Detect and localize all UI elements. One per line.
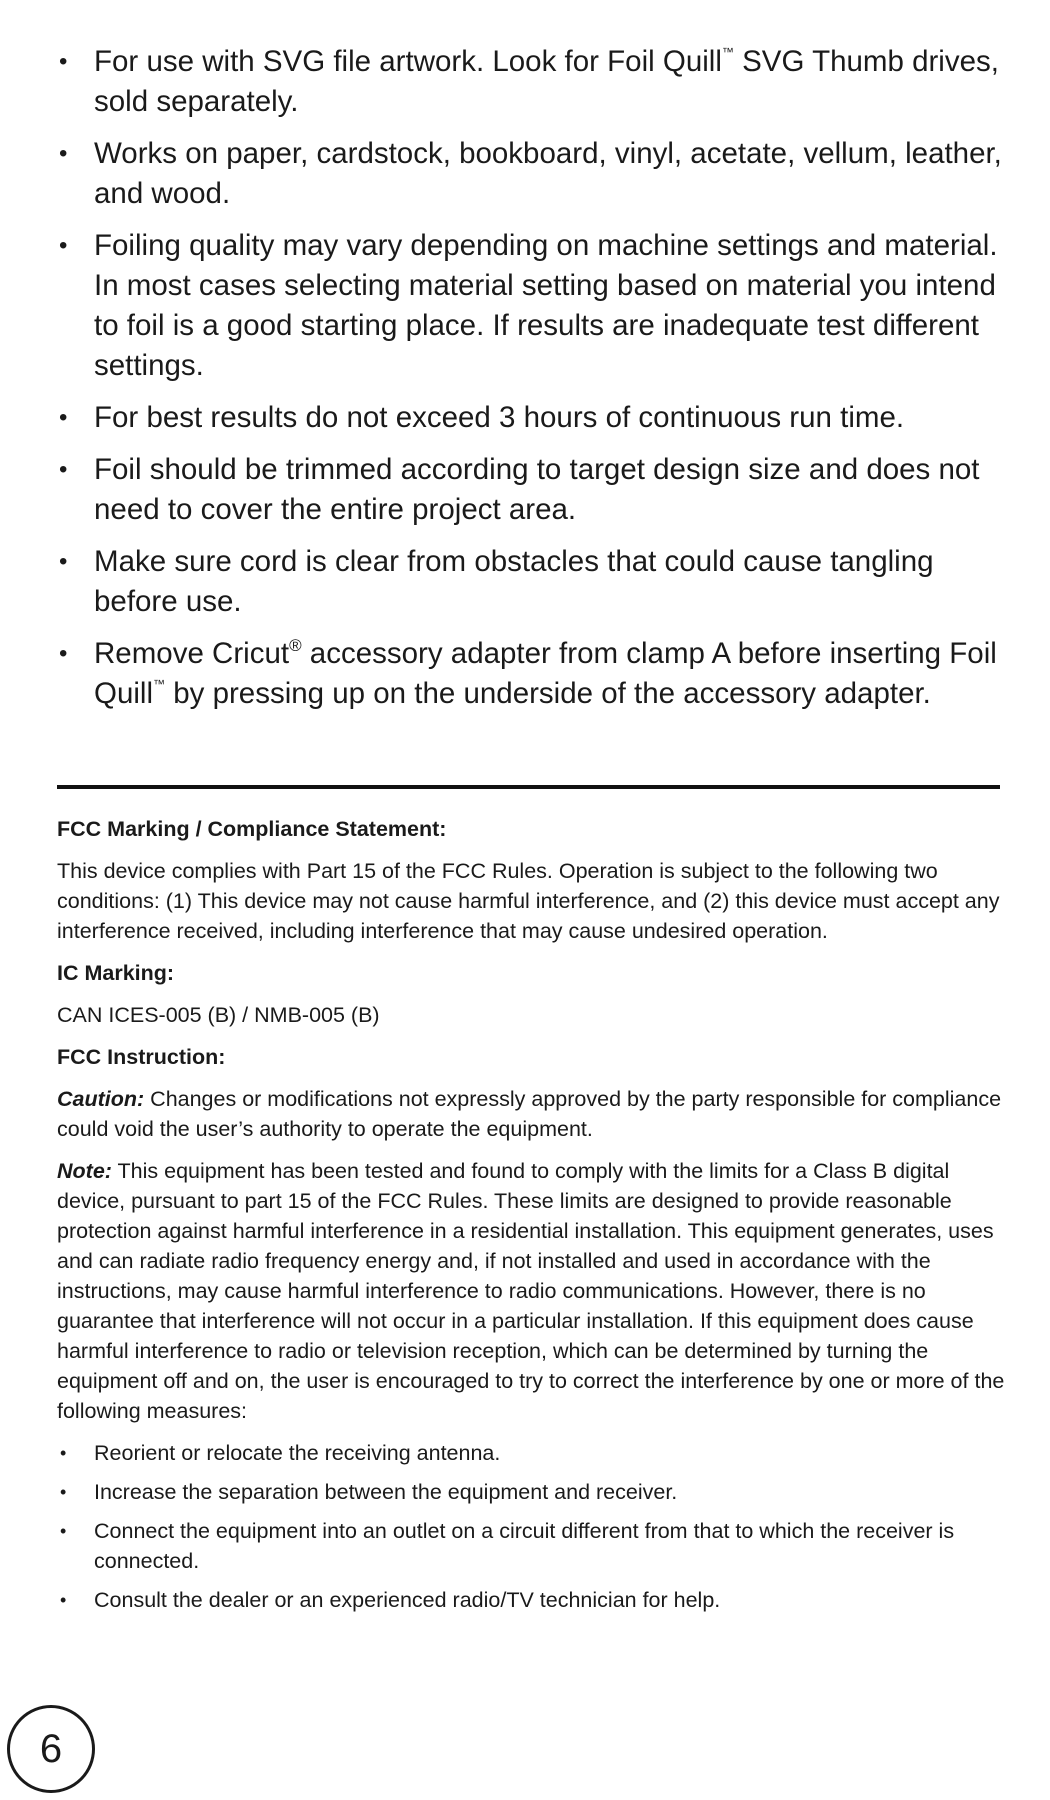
bullet-marker: •	[59, 640, 68, 667]
usage-note-text: Works on paper, cardstock, bookboard, vinyl, acetate, vellum, leather, and wood.	[94, 137, 1002, 210]
usage-note-text: Make sure cord is clear from obstacles that could cause tangling before use.	[94, 545, 934, 618]
measure-text: Increase the separation between the equipment and receiver.	[94, 1480, 678, 1504]
bullet-marker: •	[60, 1482, 67, 1502]
bullet-marker: •	[59, 140, 68, 167]
measure-item	[57, 1585, 1007, 1615]
bullet-marker: •	[60, 1590, 67, 1610]
usage-note-text: accessory adapter from clamp A before inserting Foil Quill	[94, 637, 997, 710]
usage-note-text: SVG Thumb drives, sold separately.	[94, 45, 999, 118]
usage-note-trim-foil	[57, 450, 1007, 530]
page-number: 6	[7, 1705, 95, 1793]
usage-note-text: For best results do not exceed 3 hours of continuous run time.	[94, 401, 905, 434]
trademark-mark: ™	[721, 45, 734, 59]
usage-note-text: Foil should be trimmed according to target design size and does not need to cover the entire project area.	[94, 453, 980, 526]
usage-note-materials	[57, 134, 1007, 214]
note-label: Note:	[57, 1159, 112, 1183]
usage-note-text: For use with SVG file artwork. Look for Foil Quill	[94, 45, 722, 78]
usage-notes-list	[57, 42, 1007, 726]
usage-note-adapter	[57, 634, 1007, 714]
bullet-marker: •	[59, 232, 68, 259]
measure-text: Reorient or relocate the receiving antenna.	[94, 1441, 501, 1465]
measure-item	[57, 1438, 1007, 1468]
caution-text: Changes or modifications not expressly approved by the party responsible for compliance could void the user’s authority to operate the equipment.	[57, 1087, 1002, 1141]
ic-marking-heading: IC Marking:	[57, 961, 175, 985]
bullet-marker: •	[59, 456, 68, 483]
fcc-marking-heading: FCC Marking / Compliance Statement:	[57, 817, 447, 841]
usage-note-text: Foiling quality may vary depending on machine settings and material. In most cases selecting material setting based on material you intend to foil is a good starting place. If results are inadequate test different settings.	[94, 229, 998, 382]
bullet-marker: •	[59, 404, 68, 431]
usage-note-text: by pressing up on the underside of the accessory adapter.	[165, 677, 931, 710]
usage-note-run-time	[57, 398, 1007, 438]
regulatory-section	[57, 814, 1007, 1624]
measure-text: Consult the dealer or an experienced radio/TV technician for help.	[94, 1588, 721, 1612]
note-text: This equipment has been tested and found to comply with the limits for a Class B digital device, pursuant to part 15 of the FCC Rules. These limits are designed to provide reasonable protection against harmful interference in a residential installation. This equipment generates, uses and can radiate radio frequency energy and, if not installed and used in accordance with the instructions, may cause harmful interference to radio communications. However, there is no guarantee that interference will not occur in a particular installation. If this equipment does cause harmful interference to radio or television reception, which can be determined by turning the equipment off and on, the user is encouraged to try to correct the interference by one or more of the following measures:	[57, 1159, 1005, 1423]
section-divider	[57, 785, 1000, 789]
bullet-marker: •	[60, 1521, 67, 1541]
measure-text: Connect the equipment into an outlet on a circuit different from that to which the receiver is connected.	[94, 1519, 955, 1573]
fcc-marking-body: This device complies with Part 15 of the FCC Rules. Operation is subject to the following two conditions: (1) This device may not cause harmful interference, and (2) this device must accept any interference received, including interference that may cause undesired operation.	[57, 859, 1000, 943]
measure-item	[57, 1477, 1007, 1507]
usage-note-svg	[57, 42, 1007, 122]
usage-note-cord	[57, 542, 1007, 622]
usage-note-text: Remove Cricut	[94, 637, 290, 670]
fcc-instruction-heading: FCC Instruction:	[57, 1045, 226, 1069]
bullet-marker: •	[60, 1443, 67, 1463]
caution-label: Caution:	[57, 1087, 145, 1111]
measure-item	[57, 1516, 1007, 1576]
interference-measures-list	[57, 1438, 1007, 1615]
bullet-marker: •	[59, 48, 68, 75]
registered-mark: ®	[289, 636, 302, 655]
ic-marking-body: CAN ICES-005 (B) / NMB-005 (B)	[57, 1003, 380, 1027]
trademark-mark: ™	[153, 677, 166, 691]
note-paragraph	[57, 1156, 1007, 1426]
caution-paragraph	[57, 1084, 1007, 1144]
usage-note-quality	[57, 226, 1007, 386]
bullet-marker: •	[59, 548, 68, 575]
